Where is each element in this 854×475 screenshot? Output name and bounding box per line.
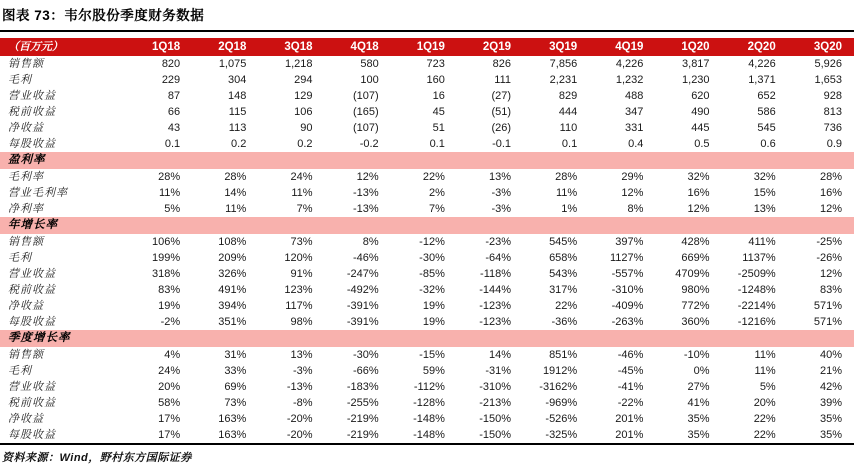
value-cell: 28% — [224, 171, 247, 183]
value-cell: 11% — [158, 187, 181, 199]
value-cell: 11% — [291, 187, 313, 199]
value-cell: 351% — [218, 316, 247, 328]
value-cell: 658% — [549, 252, 578, 264]
value-cell: 28% — [819, 171, 842, 183]
value-cell: 51 — [432, 122, 445, 134]
table-row — [0, 201, 854, 217]
value-cell: 41% — [687, 397, 710, 409]
value-cell: 87 — [167, 90, 181, 102]
value-cell: 22% — [555, 300, 578, 312]
value-cell: (26) — [491, 122, 512, 134]
value-cell: -2509% — [737, 268, 776, 280]
row-label: 毛利 — [8, 74, 32, 86]
value-cell: -391% — [346, 300, 379, 312]
value-cell: 851% — [549, 349, 578, 361]
value-cell: -25% — [816, 236, 842, 248]
value-cell: 111 — [494, 74, 512, 86]
value-cell: -123% — [479, 316, 512, 328]
value-cell: 620 — [691, 90, 710, 102]
value-cell: 317% — [549, 284, 578, 296]
value-cell: 209% — [218, 252, 247, 264]
value-cell: 117% — [285, 300, 313, 312]
row-label: 税前收益 — [8, 397, 56, 409]
quarter-header-2q19: 2Q19 — [457, 38, 523, 56]
value-cell: 98% — [290, 316, 313, 328]
value-cell: 347 — [625, 106, 644, 118]
value-cell: 0.6 — [760, 138, 776, 150]
row-label: 净利率 — [8, 203, 44, 215]
value-cell: -3% — [292, 365, 313, 377]
section-band-row — [0, 330, 854, 347]
value-cell: 16% — [819, 187, 842, 199]
value-cell: 22% — [422, 171, 445, 183]
value-cell: 16% — [687, 187, 710, 199]
quarter-header-1q19: 1Q19 — [391, 38, 457, 56]
financial-table — [0, 38, 854, 445]
value-cell: 163% — [218, 413, 247, 425]
value-cell: 160 — [426, 74, 445, 86]
source-text: 资料来源：Wind，野村东方国际证券 — [2, 452, 192, 464]
value-cell: 829 — [558, 90, 578, 102]
value-cell: 201% — [615, 429, 644, 441]
value-cell: 123% — [284, 284, 313, 296]
quarter-header-4q18: 4Q18 — [325, 38, 391, 56]
value-cell: 69% — [224, 381, 247, 393]
value-cell: 1,218 — [284, 58, 313, 70]
value-cell: -1216% — [737, 316, 776, 328]
section-band-row — [0, 152, 854, 169]
value-cell: 928 — [823, 90, 842, 102]
unit-header-cell: （百万元） — [0, 38, 126, 56]
value-cell: 736 — [823, 122, 842, 134]
value-cell: 83% — [158, 284, 181, 296]
value-cell: 45 — [432, 106, 445, 118]
value-cell: (107) — [353, 90, 379, 102]
value-cell: 12% — [356, 171, 379, 183]
value-cell: 35% — [687, 413, 710, 425]
row-label: 销售额 — [8, 236, 44, 248]
value-cell: 20% — [753, 397, 776, 409]
value-cell: 490 — [691, 106, 710, 118]
value-cell: -15% — [419, 349, 445, 361]
value-cell: 1% — [561, 203, 578, 215]
value-cell: 110 — [559, 122, 578, 134]
value-cell: -255% — [346, 397, 379, 409]
value-cell: -10% — [683, 349, 710, 361]
value-cell: -148% — [413, 413, 445, 425]
value-cell: 83% — [819, 284, 842, 296]
value-cell: -557% — [611, 268, 644, 280]
table-row — [0, 266, 854, 282]
value-cell: 580 — [360, 58, 379, 70]
value-cell: 1,371 — [748, 74, 776, 86]
value-cell: 11% — [556, 187, 578, 199]
value-cell: 15% — [753, 187, 776, 199]
source-note — [0, 445, 854, 465]
quarter-header-4q19: 4Q19 — [589, 38, 655, 56]
table-row — [0, 282, 854, 298]
value-cell: 4709% — [675, 268, 710, 280]
value-cell: 0.2 — [297, 138, 313, 150]
value-cell: 0.4 — [628, 138, 644, 150]
value-cell: (51) — [491, 106, 512, 118]
value-cell: 42% — [819, 381, 842, 393]
value-cell: 0.9 — [826, 138, 842, 150]
value-cell: -31% — [485, 365, 512, 377]
value-cell: 27% — [687, 381, 710, 393]
table-row — [0, 314, 854, 330]
value-cell: 33% — [224, 365, 247, 377]
value-cell: 106% — [152, 236, 181, 248]
value-cell: 22% — [753, 429, 776, 441]
value-cell: 980% — [681, 284, 710, 296]
row-label: 毛利率 — [8, 171, 44, 183]
value-cell: 11% — [754, 349, 776, 361]
value-cell: 59% — [422, 365, 445, 377]
value-cell: -263% — [611, 316, 644, 328]
value-cell: (165) — [353, 106, 379, 118]
value-cell: -150% — [479, 413, 512, 425]
value-cell: -32% — [419, 284, 445, 296]
value-cell: 21% — [819, 365, 842, 377]
section-header-2: 年增长率 — [0, 217, 854, 234]
value-cell: 3,817 — [682, 58, 710, 70]
value-cell: -3162% — [539, 381, 578, 393]
row-label: 毛利 — [8, 365, 32, 377]
value-cell: -310% — [479, 381, 512, 393]
value-cell: -46% — [617, 349, 644, 361]
value-cell: 326% — [218, 268, 247, 280]
value-cell: -20% — [286, 429, 313, 441]
value-cell: 108% — [218, 236, 247, 248]
value-cell: -13% — [353, 187, 379, 199]
value-cell: 394% — [218, 300, 247, 312]
table-row — [0, 347, 854, 363]
value-cell: 571% — [813, 316, 842, 328]
table-row — [0, 411, 854, 427]
value-cell: 7,856 — [549, 58, 578, 70]
value-cell: -3% — [491, 187, 512, 199]
value-cell: 5% — [759, 381, 776, 393]
value-cell: -8% — [292, 397, 313, 409]
value-cell: 12% — [687, 203, 710, 215]
value-cell: 12% — [819, 268, 842, 280]
value-cell: 488 — [625, 90, 644, 102]
section-band-row — [0, 217, 854, 234]
table-row — [0, 298, 854, 314]
value-cell: -13% — [286, 381, 313, 393]
quarter-header-3q20: 3Q20 — [788, 38, 854, 56]
value-cell: 4,226 — [748, 58, 776, 70]
row-label: 营业收益 — [8, 381, 56, 393]
value-cell: 11% — [225, 203, 247, 215]
value-cell: -2214% — [737, 300, 776, 312]
quarter-header-3q19: 3Q19 — [523, 38, 589, 56]
row-label: 销售额 — [8, 58, 44, 70]
value-cell: 772% — [681, 300, 710, 312]
value-cell: -30% — [419, 252, 445, 264]
value-cell: 19% — [422, 316, 445, 328]
value-cell: 445 — [691, 122, 710, 134]
section-header-3: 季度增长率 — [0, 330, 854, 347]
value-cell: 24% — [158, 365, 181, 377]
value-cell: 7% — [428, 203, 445, 215]
value-cell: 0.1 — [164, 138, 181, 150]
value-cell: 11% — [754, 365, 776, 377]
value-cell: 39% — [819, 397, 842, 409]
value-cell: 66 — [167, 106, 181, 118]
value-cell: 90 — [300, 122, 313, 134]
table-row — [0, 104, 854, 120]
value-cell: -150% — [479, 429, 512, 441]
value-cell: 12% — [819, 203, 842, 215]
table-row — [0, 363, 854, 379]
value-cell: 2,231 — [549, 74, 578, 86]
row-label: 营业收益 — [8, 268, 56, 280]
value-cell: 29% — [621, 171, 644, 183]
value-cell: 1137% — [742, 252, 776, 264]
value-cell: 1,653 — [814, 74, 842, 86]
value-cell: 163% — [218, 429, 247, 441]
row-label: 税前收益 — [8, 106, 56, 118]
value-cell: 24% — [290, 171, 313, 183]
value-cell: 32% — [753, 171, 776, 183]
value-cell: -213% — [479, 397, 512, 409]
table-row — [0, 234, 854, 250]
table-body — [0, 56, 854, 444]
value-cell: 17% — [158, 429, 181, 441]
value-cell: 73% — [224, 397, 247, 409]
row-label: 营业收益 — [8, 90, 56, 102]
value-cell: -409% — [611, 300, 644, 312]
value-cell: -0.2 — [359, 138, 379, 150]
value-cell: -36% — [551, 316, 578, 328]
value-cell: -118% — [480, 268, 512, 280]
value-cell: 14% — [224, 187, 247, 199]
value-cell: 0.2 — [231, 138, 247, 150]
value-cell: 428% — [681, 236, 710, 248]
quarter-header-3q18: 3Q18 — [258, 38, 324, 56]
value-cell: -247% — [346, 268, 379, 280]
quarter-header-2q18: 2Q18 — [192, 38, 258, 56]
value-cell: -22% — [617, 397, 644, 409]
value-cell: 28% — [158, 171, 181, 183]
value-cell: 571% — [813, 300, 842, 312]
table-row — [0, 72, 854, 88]
value-cell: -46% — [353, 252, 379, 264]
table-row — [0, 136, 854, 152]
row-label: 销售额 — [8, 349, 44, 361]
value-cell: 545% — [549, 236, 578, 248]
quarter-header-2q20: 2Q20 — [722, 38, 788, 56]
value-cell: 91% — [290, 268, 313, 280]
value-cell: -12% — [419, 236, 445, 248]
value-cell: 318% — [152, 268, 181, 280]
value-cell: (27) — [491, 90, 512, 102]
value-cell: 7% — [296, 203, 313, 215]
value-cell: 4% — [164, 349, 181, 361]
value-cell: 1,232 — [615, 74, 644, 86]
value-cell: 331 — [625, 122, 644, 134]
value-cell: -0.1 — [492, 138, 512, 150]
value-cell: -23% — [485, 236, 512, 248]
value-cell: -2% — [160, 316, 181, 328]
table-row — [0, 169, 854, 185]
table-row — [0, 395, 854, 411]
value-cell: 19% — [422, 300, 445, 312]
value-cell: 73% — [290, 236, 313, 248]
value-cell: 0% — [693, 365, 710, 377]
value-cell: 586 — [757, 106, 776, 118]
value-cell: 1127% — [609, 252, 644, 264]
value-cell: 199% — [152, 252, 181, 264]
value-cell: 8% — [362, 236, 379, 248]
value-cell: 723 — [426, 58, 445, 70]
row-label: 每股收益 — [8, 429, 56, 441]
value-cell: -969% — [545, 397, 578, 409]
value-cell: 31% — [224, 349, 247, 361]
value-cell: 12% — [621, 187, 644, 199]
value-cell: 8% — [627, 203, 644, 215]
value-cell: (107) — [353, 122, 379, 134]
value-cell: -1248% — [737, 284, 776, 296]
value-cell: -112% — [413, 381, 445, 393]
table-row — [0, 250, 854, 266]
value-cell: 201% — [615, 413, 644, 425]
value-cell: 813 — [823, 106, 842, 118]
value-cell: 35% — [819, 413, 842, 425]
value-cell: 35% — [687, 429, 710, 441]
value-cell: 16 — [432, 90, 445, 102]
value-cell: -325% — [545, 429, 578, 441]
value-cell: -85% — [419, 268, 445, 280]
value-cell: -310% — [611, 284, 644, 296]
value-cell: -128% — [413, 397, 445, 409]
value-cell: 444 — [558, 106, 578, 118]
value-cell: 43 — [167, 122, 181, 134]
value-cell: -66% — [353, 365, 379, 377]
value-cell: 304 — [227, 74, 247, 86]
row-label: 营业毛利率 — [8, 187, 68, 199]
value-cell: 115 — [228, 106, 247, 118]
value-cell: 100 — [360, 74, 379, 86]
value-cell: 32% — [687, 171, 710, 183]
value-cell: -183% — [346, 381, 379, 393]
value-cell: 40% — [819, 349, 842, 361]
value-cell: 5,926 — [814, 58, 842, 70]
row-label: 净收益 — [8, 413, 44, 425]
value-cell: 13% — [290, 349, 313, 361]
figure-title: 图表 73：韦尔股份季度财务数据 — [0, 2, 854, 32]
value-cell: 1912% — [542, 365, 578, 377]
value-cell: 229 — [161, 74, 181, 86]
value-cell: 19% — [158, 300, 181, 312]
value-cell: 58% — [158, 397, 181, 409]
value-cell: -30% — [353, 349, 379, 361]
value-cell: -492% — [346, 284, 379, 296]
value-cell: 17% — [158, 413, 181, 425]
row-label: 每股收益 — [8, 316, 56, 328]
row-label: 每股收益 — [8, 138, 56, 150]
row-label: 税前收益 — [8, 284, 56, 296]
value-cell: -26% — [816, 252, 842, 264]
value-cell: -45% — [617, 365, 644, 377]
value-cell: -123% — [479, 300, 512, 312]
value-cell: 0.5 — [694, 138, 710, 150]
value-cell: 360% — [681, 316, 710, 328]
table-row — [0, 120, 854, 136]
value-cell: 491% — [218, 284, 247, 296]
value-cell: 826 — [492, 58, 512, 70]
value-cell: -219% — [346, 413, 379, 425]
row-label: 净收益 — [8, 300, 44, 312]
row-label: 净收益 — [8, 122, 44, 134]
quarter-header-1q18: 1Q18 — [126, 38, 192, 56]
value-cell: -3% — [491, 203, 512, 215]
value-cell: 669% — [681, 252, 710, 264]
value-cell: -13% — [353, 203, 379, 215]
value-cell: 13% — [489, 171, 512, 183]
value-cell: -20% — [286, 413, 313, 425]
table-row — [0, 379, 854, 395]
value-cell: 411% — [748, 236, 776, 248]
value-cell: 4,226 — [615, 58, 644, 70]
table-row — [0, 185, 854, 201]
value-cell: -526% — [545, 413, 578, 425]
value-cell: -64% — [485, 252, 512, 264]
value-cell: 820 — [161, 58, 181, 70]
value-cell: 20% — [158, 381, 181, 393]
value-cell: 120% — [284, 252, 313, 264]
value-cell: 543% — [549, 268, 578, 280]
row-label: 毛利 — [8, 252, 32, 264]
value-cell: 1,230 — [682, 74, 710, 86]
value-cell: 22% — [753, 413, 776, 425]
value-cell: -144% — [479, 284, 512, 296]
section-header-1: 盈利率 — [0, 152, 854, 169]
value-cell: 14% — [489, 349, 512, 361]
table-row — [0, 88, 854, 104]
value-cell: 2% — [428, 187, 445, 199]
value-cell: 652 — [757, 90, 776, 102]
value-cell: 294 — [294, 74, 313, 86]
value-cell: 0.1 — [429, 138, 445, 150]
value-cell: -219% — [346, 429, 379, 441]
value-cell: 106 — [294, 106, 313, 118]
value-cell: 113 — [228, 122, 247, 134]
value-cell: 35% — [819, 429, 842, 441]
value-cell: 0.1 — [561, 138, 578, 150]
value-cell: 148 — [227, 90, 247, 102]
value-cell: 545 — [757, 122, 776, 134]
value-cell: 13% — [753, 203, 776, 215]
value-cell: 5% — [164, 203, 181, 215]
table-row — [0, 56, 854, 72]
quarter-header-1q20: 1Q20 — [655, 38, 721, 56]
value-cell: -391% — [346, 316, 379, 328]
value-cell: 397% — [615, 236, 644, 248]
value-cell: -41% — [617, 381, 644, 393]
table-row — [0, 427, 854, 444]
table-header-row — [0, 38, 854, 56]
value-cell: 1,075 — [218, 58, 247, 70]
value-cell: 28% — [555, 171, 578, 183]
value-cell: -148% — [413, 429, 445, 441]
value-cell: 129 — [294, 90, 313, 102]
